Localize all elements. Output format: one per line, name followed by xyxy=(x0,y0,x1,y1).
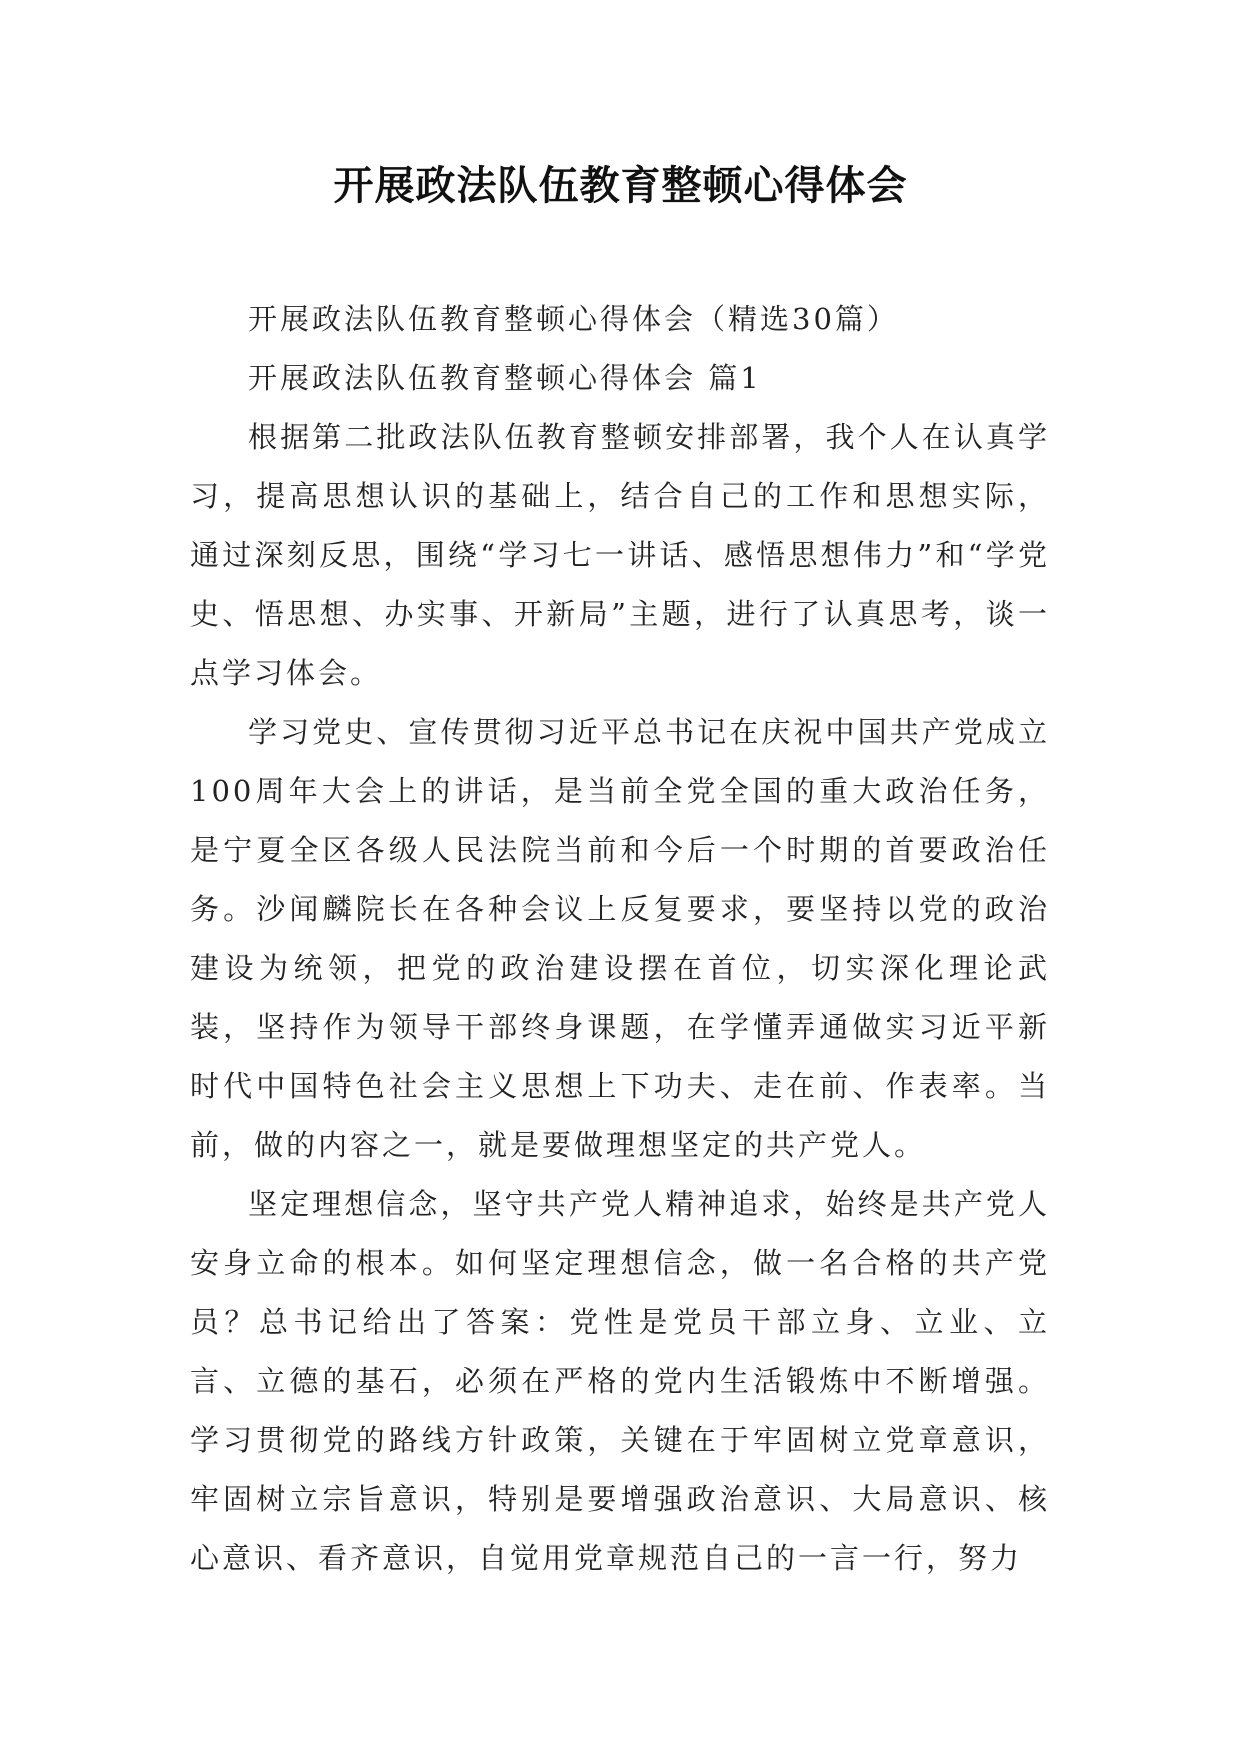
document-title: 开展政法队伍教育整顿心得体会 xyxy=(333,162,908,209)
subtitle-line: 开展政法队伍教育整顿心得体会（精选30篇） xyxy=(248,302,899,336)
document-body xyxy=(190,290,1050,1588)
section-heading: 开展政法队伍教育整顿心得体会 篇1 xyxy=(248,361,762,395)
body-paragraph-1: 根据第二批政法队伍教育整顿安排部署，我个人在认真学习，提高思想认识的基础上，结合自己的工作和思想实际，通过深刻反思，围绕“学习七一讲话、感悟思想伟力”和“学党史、悟思想、办实事、开新局”主题，进行了认真思考，谈一点学习体会。 xyxy=(190,420,1050,690)
body-paragraph-2: 学习党史、宣传贯彻习近平总书记在庆祝中国共产党成立100周年大会上的讲话，是当前全党全国的重大政治任务，是宁夏全区各级人民法院当前和今后一个时期的首要政治任务。沙闻麟院长在各种会议上反复要求，要坚持以党的政治建设为统领，把党的政治建设摆在首位，切实深化理论武装，坚持作为领导干部终身课题，在学懂弄通做实习近平新时代中国特色社会主义思想上下功夫、走在前、作表率。当前，做的内容之一，就是要做理想坚定的共产党人。 xyxy=(190,715,1050,1162)
body-paragraph-3: 坚定理想信念，坚守共产党人精神追求，始终是共产党人安身立命的根本。如何坚定理想信念，做一名合格的共产党员？总书记给出了答案：党性是党员干部立身、立业、立言、立德的基石，必须在严格的党内生活锻炼中不断增强。学习贯彻党的路线方针政策，关键在于牢固树立党章意识，牢固树立宗旨意识，特别是要增强政治意识、大局意识、核心意识、看齐意识，自觉用党章规范自己的一言一行，努力 xyxy=(190,1187,1050,1575)
